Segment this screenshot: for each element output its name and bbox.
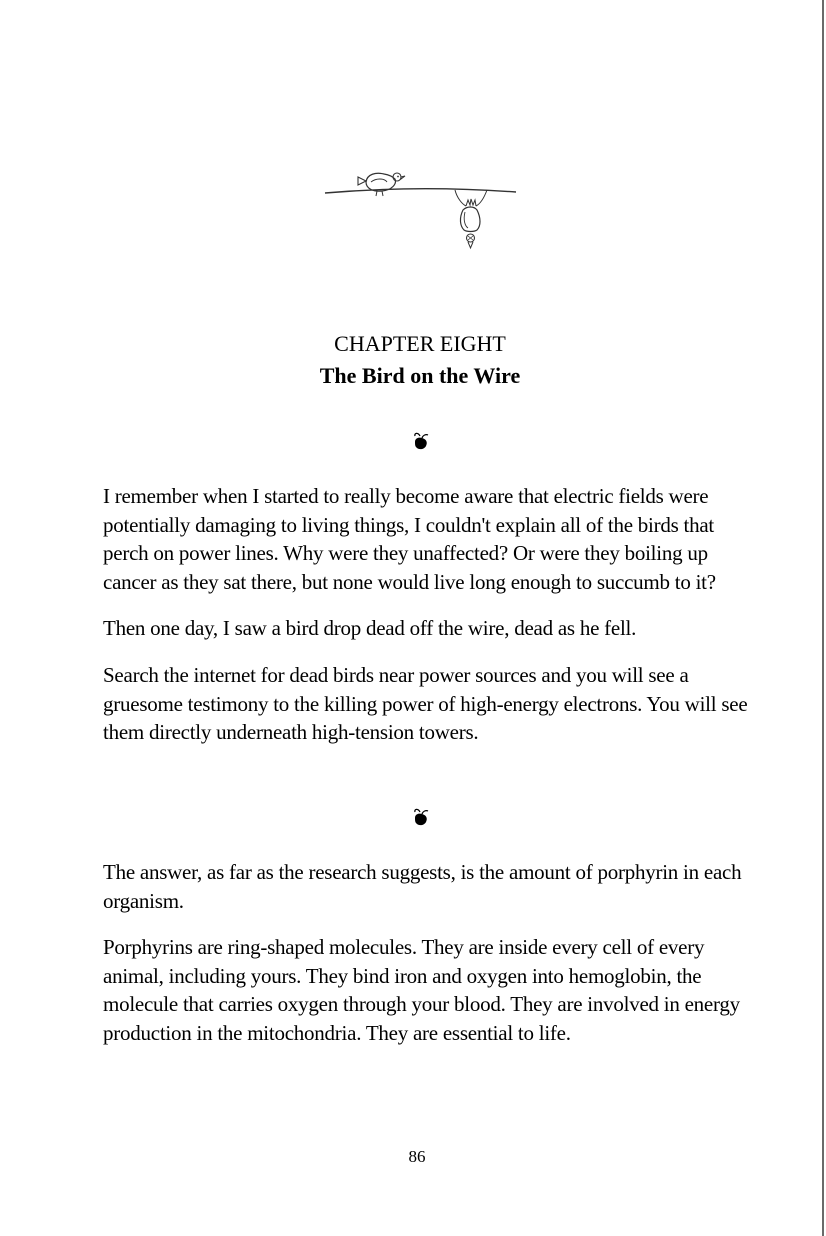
body-text-section-1 (103, 482, 753, 765)
fleuron-icon (411, 808, 431, 828)
bird-on-wire-and-hanging-bird-icon (318, 164, 522, 256)
body-text-section-2 (103, 858, 753, 1066)
fleuron-icon (411, 432, 431, 452)
paragraph: The answer, as far as the research suggests, is the amount of porphyrin in each organism. (103, 860, 742, 913)
paragraph: I remember when I started to really become aware that electric fields were potentially damaging to living things, I couldn't explain all of the birds that perch on power lines. Why were they unaffected? Or were they boiling up cancer as they sat there, but none would live long enough to succumb to it? (103, 484, 716, 594)
page-number: 86 (408, 1147, 426, 1166)
paragraph: Then one day, I saw a bird drop dead off the wire, dead as he fell. (103, 616, 637, 641)
chapter-title: The Bird on the Wire (319, 363, 521, 388)
chapter-label: CHAPTER EIGHT (334, 331, 506, 356)
paragraph: Porphyrins are ring-shaped molecules. They are inside every cell of every animal, including yours. They bind iron and oxygen into hemoglobin, the molecule that carries oxygen through your blood. They are involved in energy production in the mitochondria. They are essential to life. (103, 935, 740, 1045)
paragraph: Search the internet for dead birds near power sources and you will see a gruesome testimony to the killing power of high-energy electrons. You will see them directly underneath high-tension towers. (103, 662, 748, 745)
